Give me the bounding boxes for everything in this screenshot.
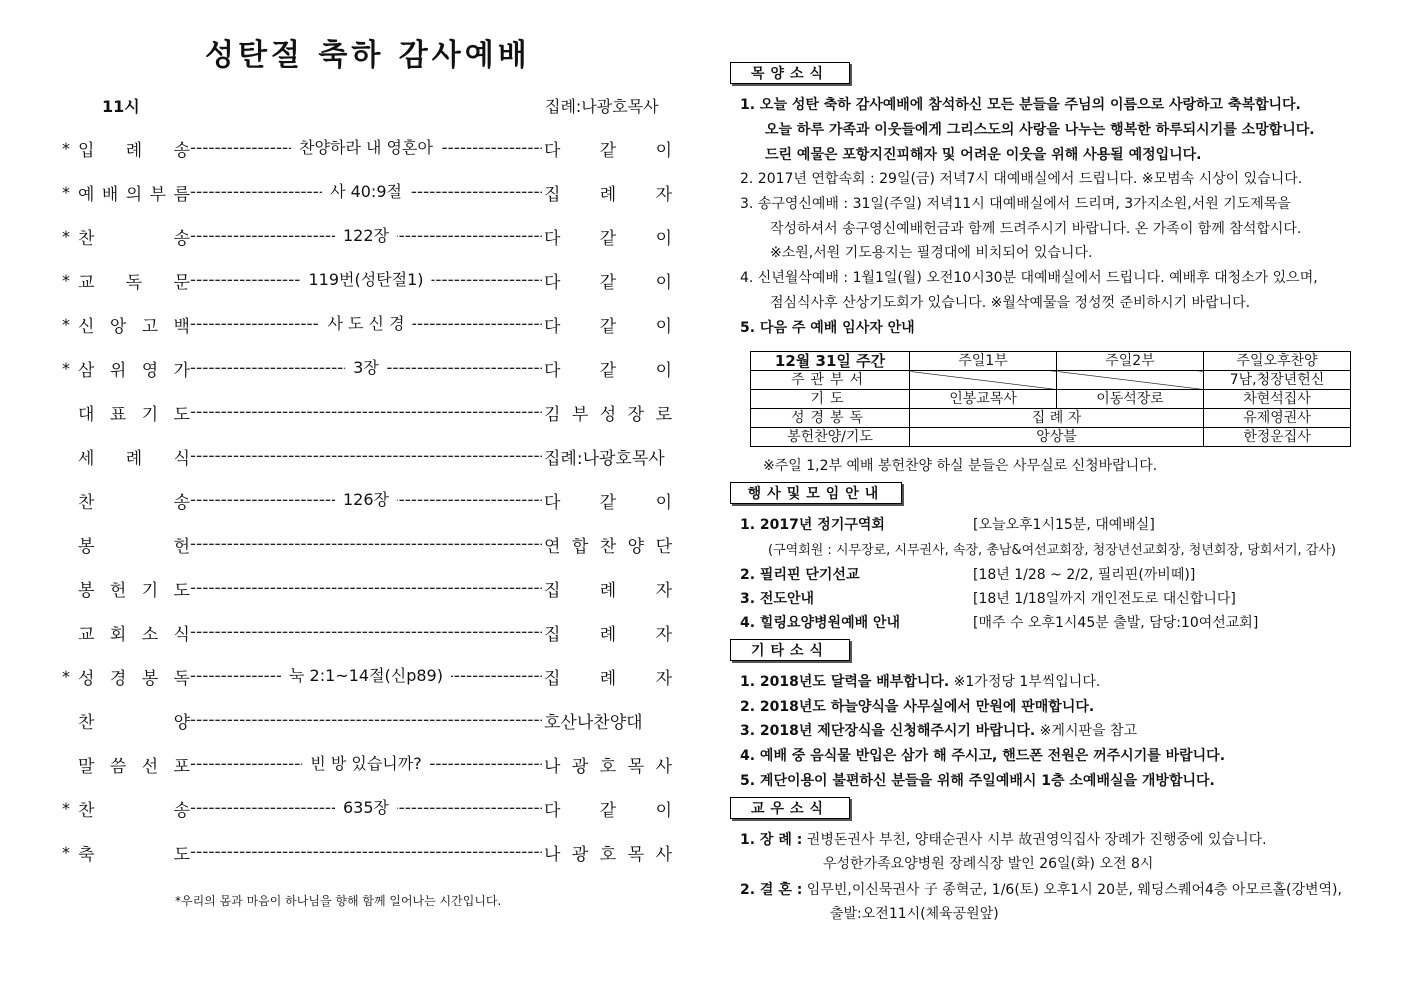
pastoral-line: 점심식사후 산상기도회가 있습니다. ※월삭예물을 정성껏 준비하시기 바랍니다. — [770, 295, 1251, 311]
worship-item — [62, 478, 672, 522]
members-line — [740, 829, 1267, 849]
table-cell: 앙상블 — [910, 428, 1204, 447]
worship-item-leader: 다 같 이 — [544, 228, 672, 249]
worship-item-detail: 눅 2:1~14절(신p89) — [281, 666, 451, 686]
stand-marker: * — [62, 798, 70, 818]
event-label: 3. 전도안내 — [740, 591, 815, 607]
dotted-leader — [190, 402, 542, 422]
table-row-label: 기도 — [751, 390, 910, 409]
worship-item — [62, 434, 672, 478]
table-note: ※주일 1,2부 예배 봉헌찬양 하실 분들은 사무실로 신청바랍니다. — [763, 458, 1158, 474]
members-line-text: 임무빈,이신묵권사 子 종혁군, 1/6(토) 오후1시 20분, 웨딩스퀘어4층 아모르홀(강변역), — [802, 882, 1342, 898]
service-presider: 집례:나광호목사 — [545, 97, 659, 116]
worship-item-leader: 집 례 자 — [544, 184, 672, 205]
misc-line — [740, 696, 1094, 716]
worship-item — [62, 170, 672, 214]
table-cell: 차현석집사 — [1204, 390, 1351, 409]
dash-fill — [190, 446, 542, 466]
worship-item-name: 입 례 송 — [78, 140, 190, 161]
dotted-leader — [190, 710, 542, 730]
service-hour: 11시 — [102, 97, 140, 116]
events-header: 행사및모임안내 — [730, 482, 902, 504]
table-cell: 7남,청장년헌신 — [1204, 371, 1351, 390]
worship-item — [62, 390, 672, 434]
stand-marker: * — [62, 182, 70, 202]
event-label: 1. 2017년 정기구역회 — [740, 517, 885, 533]
table-empty-cell — [1057, 371, 1204, 390]
worship-item-name: 찬 송 — [78, 228, 190, 249]
worship-item-name: 찬 송 — [78, 800, 190, 821]
worship-item — [62, 742, 672, 786]
worship-item-name: 찬 양 — [78, 712, 190, 733]
worship-item-leader: 다 같 이 — [544, 800, 672, 821]
pastoral-line: 1. 오늘 성탄 축하 감사예배에 참석하신 모든 분들을 주님의 이름으로 사랑하고 축복합니다. — [740, 97, 1301, 113]
table-title: 12월 31일 주간 — [751, 352, 910, 371]
stand-marker: * — [62, 666, 70, 686]
misc-line — [740, 671, 1100, 691]
misc-line — [740, 720, 1137, 740]
pastoral-line: 3. 송구영신예배 : 31일(주일) 저녁11시 대예배실에서 드리며, 3가지소원,서원 기도제목을 — [740, 196, 1291, 212]
worship-item-leader: 호산나찬양대 — [544, 712, 643, 733]
table-row-label: 봉헌찬양/기도 — [751, 428, 910, 447]
worship-item-leader: 나 광 호 목 사 — [544, 756, 672, 777]
stand-marker: * — [62, 270, 70, 290]
table-cell: 이동석장로 — [1057, 390, 1204, 409]
dotted-leader — [190, 666, 542, 686]
event-label: 2. 필리핀 단기선교 — [740, 567, 860, 583]
worship-item-detail: 빈 방 있습니까? — [302, 754, 429, 774]
worship-item — [62, 126, 672, 170]
dash-fill — [190, 534, 542, 554]
misc-line-main: 4. 예배 중 음식물 반입은 삼가 해 주시고, 핸드폰 전원은 꺼주시기를 바랍니다. — [740, 748, 1226, 764]
worship-item-detail: 119번(성탄절1) — [300, 270, 431, 290]
worship-item-name: 찬 송 — [78, 492, 190, 513]
worship-item — [62, 346, 672, 390]
page-title: 성탄절 축하 감사예배 — [205, 38, 531, 73]
table-cell: 유제영권사 — [1204, 409, 1351, 428]
worship-item-leader: 집 례 자 — [544, 624, 672, 645]
event-label: 4. 힐링요양병원예배 안내 — [740, 615, 901, 631]
table-column-header: 주일2부 — [1057, 352, 1204, 371]
worship-item-detail: 126장 — [335, 490, 397, 510]
worship-item-leader: 다 같 이 — [544, 492, 672, 513]
table-column-header: 주일오후찬양 — [1204, 352, 1351, 371]
misc-line-sub: ※1가정당 1부씩입니다. — [949, 674, 1101, 690]
pastoral-line: 2. 2017년 연합속회 : 29일(금) 저녁7시 대예배실에서 드립니다. ※모범속 시상이 있습니다. — [740, 171, 1303, 187]
dotted-leader — [190, 490, 542, 510]
worship-item — [62, 522, 672, 566]
worship-item — [62, 830, 672, 874]
worship-item-leader: 다 같 이 — [544, 360, 672, 381]
worship-item-name: 교 회 소 식 — [78, 624, 190, 645]
stand-marker: * — [62, 358, 70, 378]
worship-item — [62, 786, 672, 830]
worship-item-detail: 635장 — [335, 798, 397, 818]
worship-item — [62, 698, 672, 742]
dotted-leader — [190, 446, 542, 466]
dotted-leader — [190, 314, 542, 334]
worship-item-detail: 사 40:9절 — [322, 182, 410, 202]
worship-item-leader: 다 같 이 — [544, 272, 672, 293]
worship-item-name: 성 경 봉 독 — [78, 668, 190, 689]
worship-item-leader: 집 례 자 — [544, 580, 672, 601]
worship-item-name: 축 도 — [78, 844, 190, 865]
worship-item — [62, 302, 672, 346]
misc-line-main: 3. 2018년 제단장식을 신청해주시기 바랍니다. — [740, 723, 1036, 739]
dotted-leader — [190, 534, 542, 554]
worship-item-detail: 찬양하라 내 영혼아 — [291, 138, 441, 158]
dotted-leader — [190, 182, 542, 202]
misc-line-sub: ※게시판을 참고 — [1035, 723, 1138, 739]
event-detail: [오늘오후1시15분, 대예배실] — [973, 517, 1155, 533]
event-label: (구역회원 : 시무장로, 시무권사, 속장, 총남&여선교회장, 청장년선교회장, 청년회장, 당회서기, 감사) — [768, 543, 1336, 558]
worship-item-leader: 나 광 호 목 사 — [544, 844, 672, 865]
dotted-leader — [190, 622, 542, 642]
pastoral-line: 5. 다음 주 예배 임사자 안내 — [740, 320, 915, 336]
dash-fill — [190, 578, 542, 598]
misc-line-main: 1. 2018년도 달력을 배부합니다. — [740, 674, 950, 690]
standing-footnote: *우리의 몸과 마음이 하나님을 향해 함께 일어나는 시간입니다. — [175, 894, 502, 908]
members-line — [740, 879, 1342, 899]
dotted-leader — [190, 578, 542, 598]
table-cell: 집 례 자 — [910, 409, 1204, 428]
table-column-header: 주일1부 — [910, 352, 1057, 371]
pastoral-news-header: 목양소식 — [730, 62, 850, 84]
dotted-leader — [190, 226, 542, 246]
dotted-leader — [190, 842, 542, 862]
table-row-label: 주관부서 — [751, 371, 910, 390]
worship-item — [62, 566, 672, 610]
worship-item-detail: 3장 — [345, 358, 387, 378]
worship-item — [62, 258, 672, 302]
worship-item-detail: 122장 — [335, 226, 397, 246]
worship-item-name: 대 표 기 도 — [78, 404, 190, 425]
misc-line — [740, 745, 1225, 765]
dash-fill — [190, 622, 542, 642]
dash-fill — [190, 842, 542, 862]
members-line-label: 2. 결 혼 : — [740, 882, 803, 898]
table-cell: 인봉교목사 — [910, 390, 1057, 409]
pastoral-line: ※소원,서원 기도용지는 필경대에 비치되어 있습니다. — [770, 245, 1093, 261]
pastoral-line: 작성하셔서 송구영신예배헌금과 함께 드려주시기 바랍니다. 온 가족이 함께 참석합시다. — [770, 221, 1302, 237]
event-detail: [18년 1/28 ~ 2/2, 필리핀(까비떼)] — [973, 567, 1196, 583]
dotted-leader — [190, 798, 542, 818]
worship-item — [62, 654, 672, 698]
dash-fill — [190, 710, 542, 730]
pastoral-line: 드린 예물은 포항지진피해자 및 어려운 이웃을 위해 사용될 예정입니다. — [765, 147, 1202, 163]
event-detail: [18년 1/18일까지 개인전도로 대신합니다] — [973, 591, 1236, 607]
dotted-leader — [190, 270, 542, 290]
worship-item-leader: 연 합 찬 양 단 — [544, 536, 672, 557]
stand-marker: * — [62, 226, 70, 246]
members-line-label: 1. 장 례 : — [740, 832, 803, 848]
misc-line — [740, 770, 1215, 790]
stand-marker: * — [62, 138, 70, 158]
worship-item-leader: 김 부 성 장 로 — [544, 404, 672, 425]
worship-item — [62, 214, 672, 258]
members-news-header: 교우소식 — [730, 797, 850, 819]
dotted-leader — [190, 358, 542, 378]
pastoral-line: 4. 신년월삭예배 : 1월1일(월) 오전10시30분 대예배실에서 드립니다. 예배후 대청소가 있으며, — [740, 270, 1318, 286]
worship-item-name: 교 독 문 — [78, 272, 190, 293]
table-row-label: 성경봉독 — [751, 409, 910, 428]
worship-item-name: 세 례 식 — [78, 448, 190, 469]
worship-item-name: 삼 위 영 가 — [78, 360, 190, 381]
members-line: 우성한가족요양병원 장례식장 발인 26일(화) 오전 8시 — [823, 856, 1154, 872]
worship-item-name: 봉 헌 기 도 — [78, 580, 190, 601]
stand-marker: * — [62, 314, 70, 334]
worship-item-leader: 집 례 자 — [544, 668, 672, 689]
worship-item-name: 말 씀 선 포 — [78, 756, 190, 777]
misc-line-main: 2. 2018년도 하늘양식을 사무실에서 만원에 판매합니다. — [740, 699, 1095, 715]
worship-item-name: 예 배 의 부 름 — [78, 184, 190, 205]
dash-fill — [190, 402, 542, 422]
members-line-text: 권병돈권사 부친, 양태순권사 시부 故권영익집사 장례가 진행중에 있습니다. — [802, 832, 1267, 848]
worship-item-detail: 사 도 신 경 — [319, 314, 412, 334]
worship-item-name: 봉 헌 — [78, 536, 190, 557]
members-line: 출발:오전11시(체육공원앞) — [830, 906, 999, 922]
dotted-leader — [190, 754, 542, 774]
stand-marker: * — [62, 842, 70, 862]
worship-item-leader: 집례:나광호목사 — [544, 448, 665, 469]
worship-item-leader: 다 같 이 — [544, 140, 672, 161]
dotted-leader — [190, 138, 542, 158]
duty-roster-table — [750, 351, 1351, 447]
misc-news-header: 기타소식 — [730, 639, 850, 661]
event-detail: [매주 수 오후1시45분 출발, 담당:10여선교회] — [973, 615, 1259, 631]
worship-item-name: 신 앙 고 백 — [78, 316, 190, 337]
misc-line-main: 5. 계단이용이 불편하신 분들을 위해 주일예배시 1층 소예배실을 개방합니다. — [740, 773, 1215, 789]
table-cell: 한정운집사 — [1204, 428, 1351, 447]
order-of-worship — [62, 126, 672, 874]
table-empty-cell — [910, 371, 1057, 390]
worship-item-leader: 다 같 이 — [544, 316, 672, 337]
worship-item — [62, 610, 672, 654]
pastoral-line: 오늘 하루 가족과 이웃들에게 그리스도의 사랑을 나누는 행복한 하루되시기를 소망합니다. — [765, 122, 1315, 138]
